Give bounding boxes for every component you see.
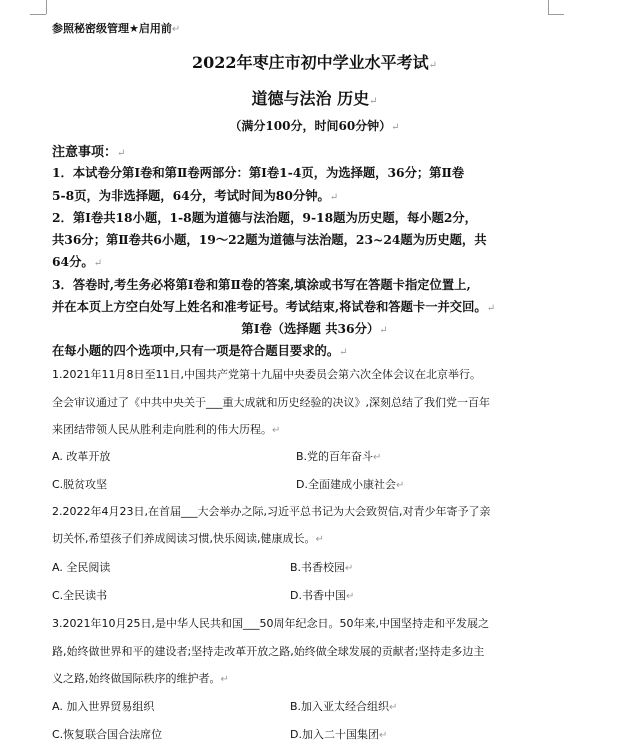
question-1-line-2: 全会审议通过了《中共中央关于___重大成就和历史经验的决议》,深刻总结了我们党一百年 [52, 396, 490, 409]
question-3-option-a[interactable]: A. 加入世界贸易组织 [52, 700, 155, 713]
note-3-line-2: 并在本页上方空白处写上姓名和准考证号。考试结束,将试卷和答题卡一并交回。↵ [52, 299, 496, 314]
question-2-option-d[interactable]: D.书香中国↵ [290, 589, 355, 602]
note-1-line-2: 5-8页，为非选择题，64分，考试时间为80分钟。↵ [52, 188, 339, 203]
question-1-line-1: 1.2021年11月8日至11日,中国共产党第十九届中央委员会第六次全体会议在北京举行。 [52, 368, 481, 381]
question-3-line-3: 义之路,始终做国际秩序的维护者。↵ [52, 672, 229, 685]
question-2-line-1: 2.2022年4月23日,在首届___大会举办之际,习近平总书记为大会致贺信,对青少年寄予了亲 [52, 505, 491, 518]
question-1-option-b[interactable]: B.党的百年奋斗↵ [296, 450, 382, 463]
section-instruction: 在每小题的四个选项中,只有一项是符合题目要求的。↵ [52, 343, 348, 358]
question-1-option-d[interactable]: D.全面建成小康社会↵ [296, 478, 405, 491]
exam-title: 2022年枣庄市初中学业水平考试↵ [192, 53, 437, 72]
question-2-option-c[interactable]: C.全民读书 [52, 589, 108, 602]
question-3-line-1: 3.2021年10月25日,是中华人民共和国___50周年纪念日。50年来,中国坚持走和平发展之 [52, 617, 489, 630]
crop-mark-left [46, 0, 47, 14]
question-3-option-b[interactable]: B.加入亚太经合组织↵ [290, 700, 398, 713]
exam-subtitle: 道德与法治 历史↵ [251, 89, 378, 108]
crop-mark-right [548, 0, 549, 14]
section-title: 第Ⅰ卷（选择题 共36分）↵ [241, 321, 388, 336]
question-1-line-3: 来团结带领人民从胜利走向胜利的伟大历程。↵ [52, 423, 281, 436]
question-3-option-c[interactable]: C.恢复联合国合法席位 [52, 728, 163, 741]
crop-mark-right-h [548, 14, 564, 15]
question-3-option-d[interactable]: D.加入二十国集团↵ [290, 728, 388, 741]
question-2-option-b[interactable]: B.书香校园↵ [290, 561, 354, 574]
question-1-option-a[interactable]: A. 改革开放 [52, 450, 111, 463]
question-2-line-2: 切关怀,希望孩子们养成阅读习惯,快乐阅读,健康成长。↵ [52, 532, 324, 545]
crop-mark-left-h [30, 14, 46, 15]
question-3-line-2: 路,始终做世界和平的建设者;坚持走改革开放之路,始终做全球发展的贡献者;坚持走多边主 [52, 645, 485, 658]
notes-heading: 注意事项：↵ [52, 145, 126, 160]
note-1-line-1: 1．本试卷分第Ⅰ卷和第Ⅱ卷两部分：第Ⅰ卷1-4页，为选择题，36分；第Ⅱ卷 [52, 165, 465, 180]
note-3-line-1: 3．答卷时,考生务必将第Ⅰ卷和第Ⅱ卷的答案,填涂或书写在答题卡指定位置上, [52, 277, 471, 292]
note-2-line-3: 64分。↵ [52, 254, 103, 269]
note-2-line-2: 共36分；第Ⅱ卷共6小题，19～22题为道德与法治题，23~24题为历史题，共 [52, 232, 487, 247]
exam-info: （满分100分，时间60分钟）↵ [229, 119, 400, 133]
question-2-option-a[interactable]: A. 全民阅读 [52, 561, 111, 574]
secret-level-header: 参照秘密级管理★启用前↵ [52, 22, 181, 35]
note-2-line-1: 2．第Ⅰ卷共18小题，1-8题为道德与法治题，9-18题为历史题，每小题2分， [52, 210, 477, 225]
question-1-option-c[interactable]: C.脱贫攻坚 [52, 478, 108, 491]
